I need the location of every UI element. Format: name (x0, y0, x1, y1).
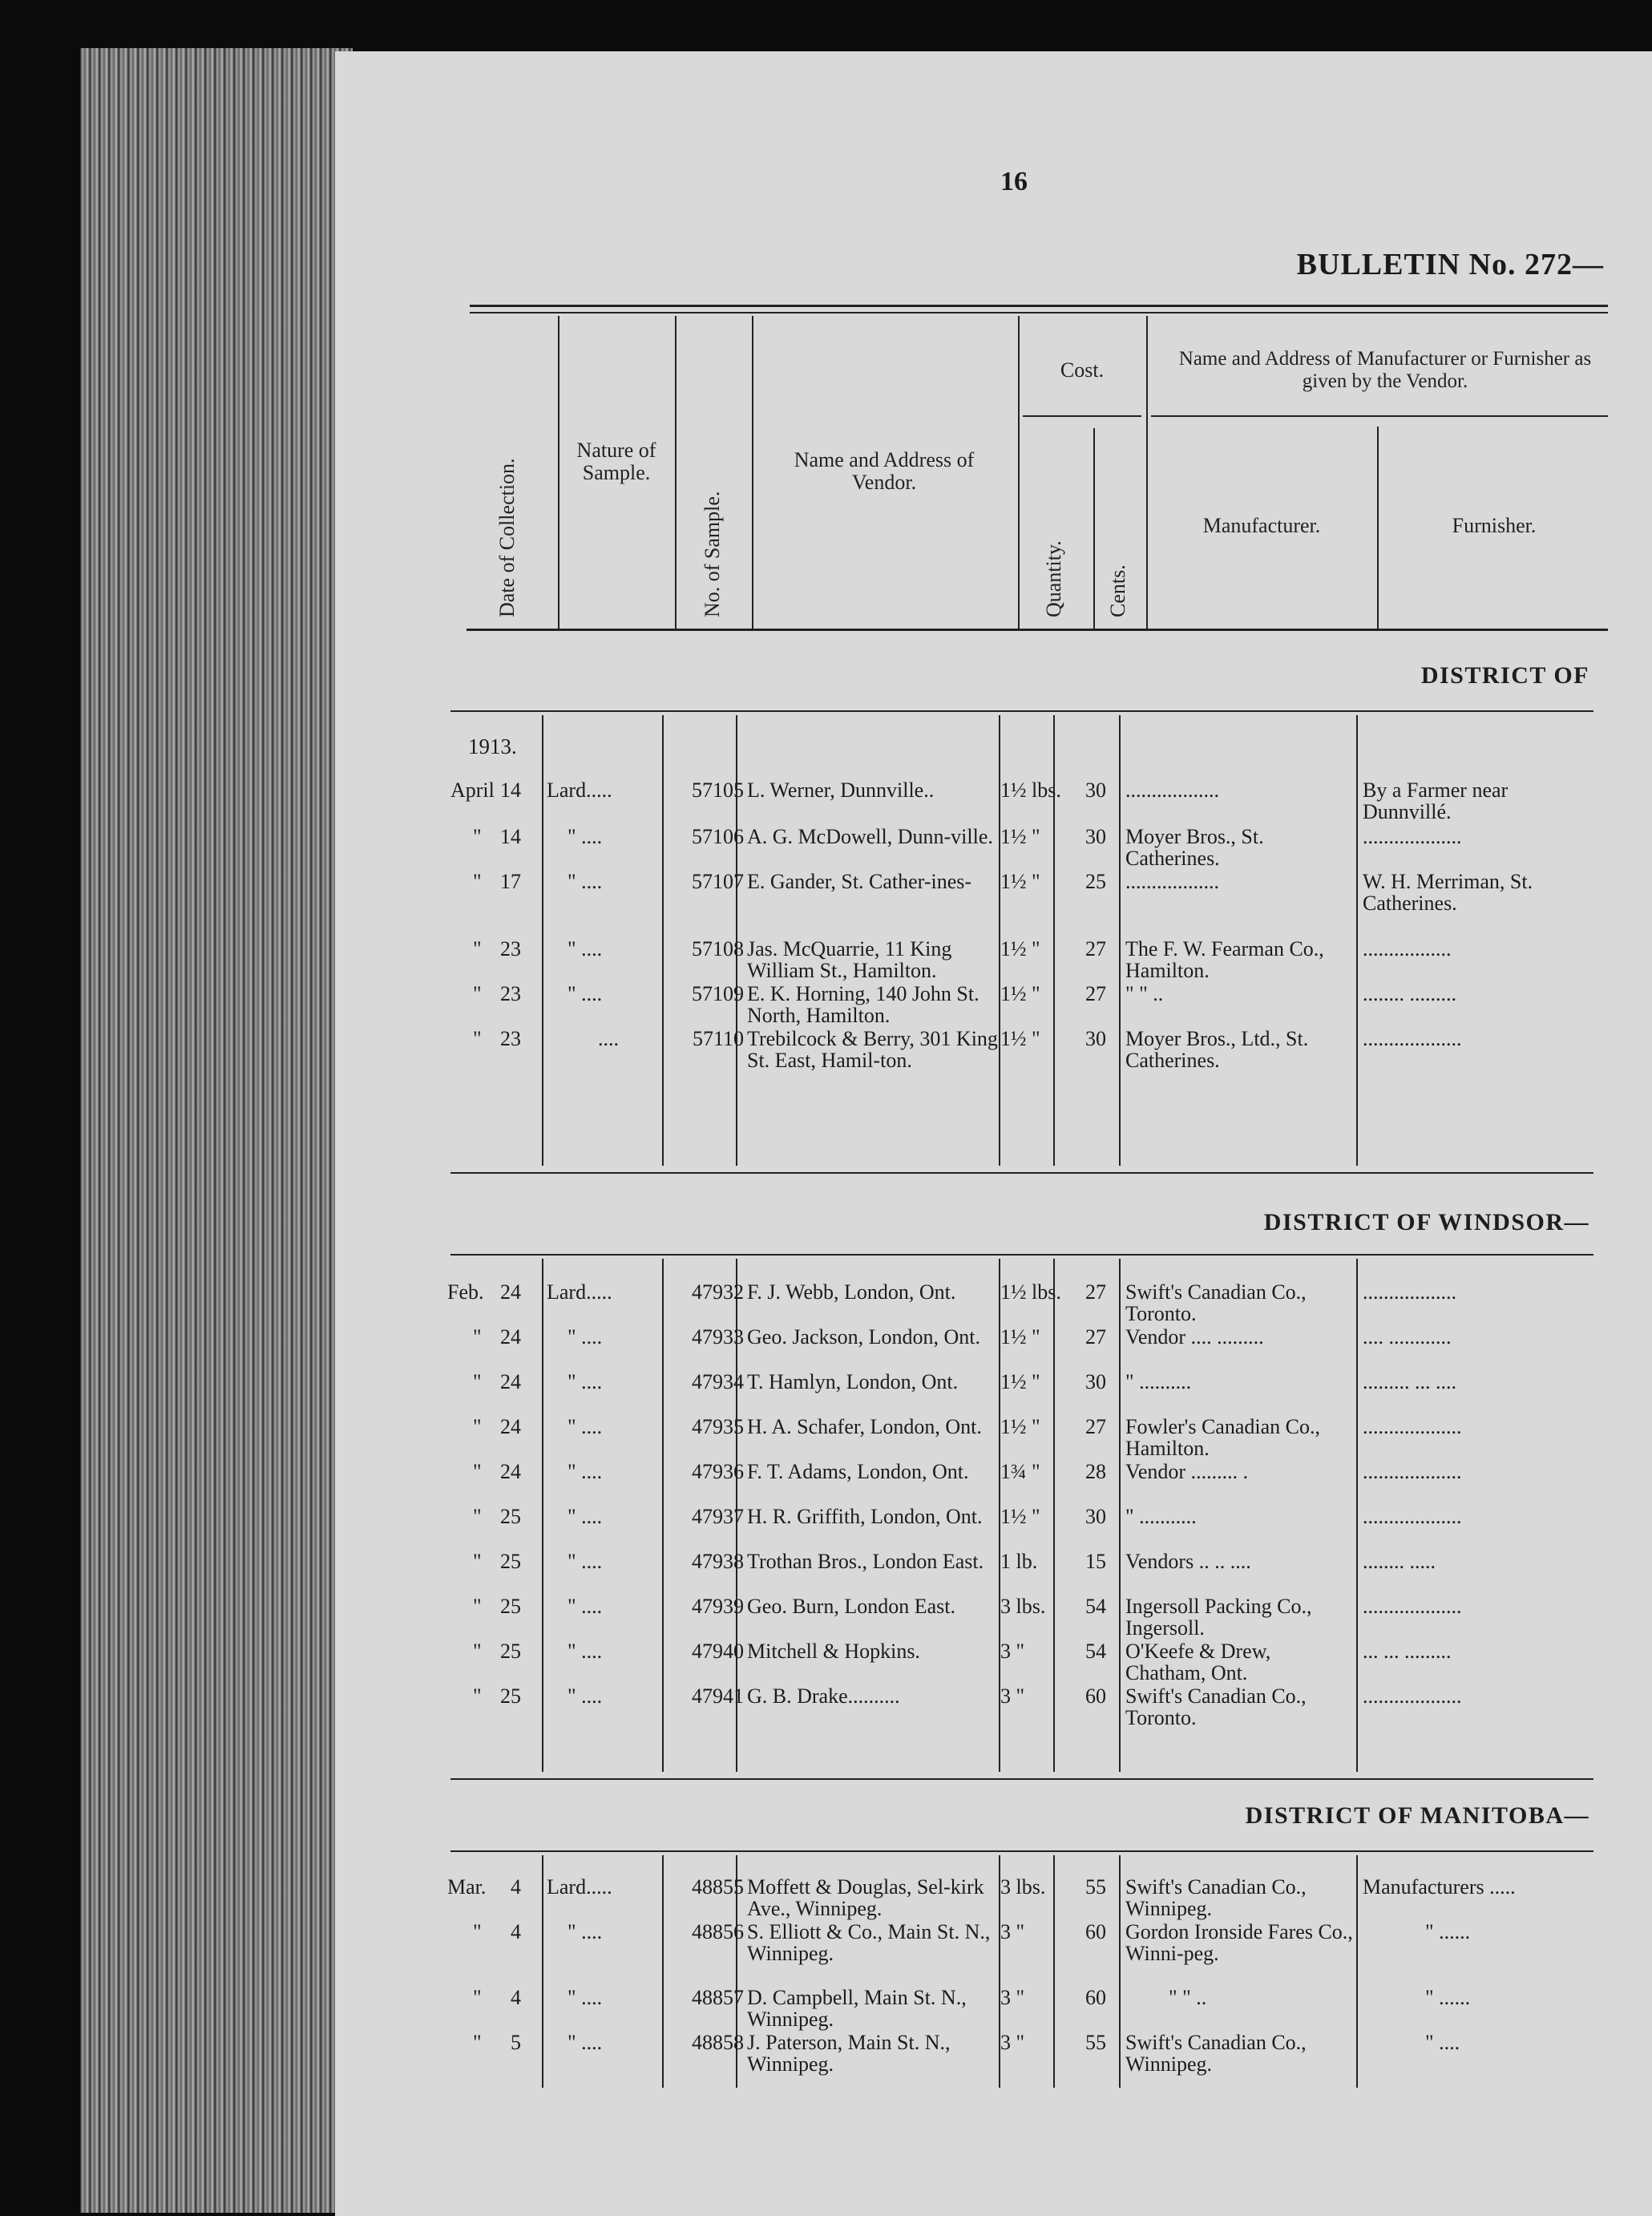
cell-sample-number: 48857 (692, 1986, 744, 2009)
cell-nature: " .... (567, 937, 603, 960)
cell-month: " (473, 2031, 482, 2054)
cell-furnisher: W. H. Merriman, St. Catherines. (1363, 870, 1533, 915)
cell-month: Mar. (447, 1875, 487, 1899)
cell-vendor: Trothan Bros., London East. (747, 1550, 984, 1573)
cell-quantity: 1½ " (1000, 937, 1040, 960)
cell-quantity: 3 " (1000, 1986, 1025, 2009)
cell-day: 25 (500, 1684, 521, 1708)
cell-vendor: Trebilcock & Berry, 301 King St. East, Hamil-ton. (747, 1027, 998, 1072)
cell-quantity: 1½ " (1000, 1370, 1040, 1393)
cell-cents: 28 (1085, 1460, 1106, 1483)
cell-sample-number: 47932 (692, 1280, 744, 1304)
cell-quantity: 1½ " (1000, 870, 1040, 893)
cell-manufacturer: .................. (1125, 870, 1219, 893)
district-heading: DISTRICT OF (1420, 662, 1589, 689)
cell-manufacturer: Moyer Bros., St. Catherines. (1125, 825, 1264, 870)
cell-day: 4 (511, 1986, 521, 2009)
cell-cents: 60 (1085, 1920, 1106, 1943)
cell-nature: " .... (567, 1415, 603, 1438)
header-cents: Cents. (1106, 564, 1129, 617)
cell-nature: " .... (567, 1595, 603, 1618)
cell-manufacturer: Fowler's Canadian Co., Hamilton. (1125, 1415, 1320, 1460)
cell-furnisher: ................... (1363, 1505, 1462, 1528)
cell-nature: " .... (567, 1460, 603, 1483)
cell-manufacturer: " ........... (1125, 1505, 1197, 1528)
cell-sample-number: 47933 (692, 1325, 744, 1349)
cell-quantity: 1½ lbs. (1000, 1280, 1061, 1304)
cell-cents: 60 (1085, 1986, 1106, 2009)
cell-vendor: H. R. Griffith, London, Ont. (747, 1505, 983, 1528)
table-row (335, 1921, 1652, 1966)
cell-month: " (473, 1325, 482, 1349)
cell-manufacturer: The F. W. Fearman Co., Hamilton. (1125, 937, 1324, 982)
cell-vendor: Jas. McQuarrie, 11 King William St., Hamilton. (747, 937, 952, 982)
cell-cents: 55 (1085, 2031, 1106, 2054)
cell-day: 23 (500, 937, 521, 960)
cell-day: 25 (500, 1640, 521, 1663)
cell-sample-number: 47938 (692, 1550, 744, 1573)
cell-nature: " .... (567, 1986, 603, 2009)
cell-month: " (473, 982, 482, 1005)
cell-sample-number: 57105 (692, 778, 744, 802)
cell-cents: 30 (1085, 1505, 1106, 1528)
cell-manufacturer: Ingersoll Packing Co., Ingersoll. (1125, 1595, 1312, 1640)
cell-furnisher: ................... (1363, 1595, 1462, 1618)
cell-manufacturer: Swift's Canadian Co., Toronto. (1125, 1280, 1307, 1325)
cell-nature: " .... (567, 825, 603, 848)
cell-vendor: Moffett & Douglas, Sel-kirk Ave., Winnipeg. (747, 1875, 984, 1920)
cell-day: 14 (500, 825, 521, 848)
cell-sample-number: 57110 (692, 1027, 744, 1050)
cell-nature: " .... (567, 982, 603, 1005)
cell-manufacturer: Vendor ......... . (1125, 1460, 1249, 1483)
cell-sample-number: 57107 (692, 870, 744, 893)
cell-manufacturer: Swift's Canadian Co., Winnipeg. (1125, 1875, 1307, 1920)
cell-cents: 54 (1085, 1640, 1106, 1663)
cell-cents: 27 (1085, 982, 1106, 1005)
cell-nature: " .... (567, 1505, 603, 1528)
header-sample-number: No. of Sample. (701, 491, 724, 617)
header-cost: Cost. (1060, 358, 1105, 382)
book-page-edges (80, 48, 353, 2213)
cell-vendor: H. A. Schafer, London, Ont. (747, 1415, 982, 1438)
cell-quantity: 1¾ " (1000, 1460, 1040, 1483)
cell-vendor: E. Gander, St. Cather-ines- (747, 870, 972, 893)
cell-month: " (473, 1505, 482, 1528)
cell-day: 24 (500, 1460, 521, 1483)
table-row (335, 1987, 1652, 2032)
cell-day: 24 (500, 1325, 521, 1349)
cell-day: 25 (500, 1595, 521, 1618)
cell-day: 23 (500, 982, 521, 1005)
table-row (335, 1028, 1652, 1073)
cell-cents: 60 (1085, 1684, 1106, 1708)
cell-quantity: 1½ " (1000, 1505, 1040, 1528)
cell-sample-number: 47936 (692, 1460, 744, 1483)
header-maker-group: Name and Address of Manufacturer or Furnisher as given by the Vendor. (1178, 348, 1592, 392)
cell-vendor: S. Elliott & Co., Main St. N., Winnipeg. (747, 1920, 991, 1965)
cell-cents: 27 (1085, 1415, 1106, 1438)
cell-vendor: T. Hamlyn, London, Ont. (747, 1370, 959, 1393)
cell-vendor: A. G. McDowell, Dunn-ville. (747, 825, 993, 848)
header-nature: Nature of Sample. (576, 439, 656, 484)
cell-cents: 55 (1085, 1875, 1106, 1899)
cell-day: 24 (500, 1280, 521, 1304)
cell-quantity: 1½ " (1000, 1027, 1040, 1050)
cell-vendor: J. Paterson, Main St. N., Winnipeg. (747, 2031, 951, 2076)
cell-sample-number: 57106 (692, 825, 744, 848)
cell-day: 4 (511, 1875, 521, 1899)
cell-furnisher: ................... (1363, 1460, 1462, 1483)
cell-nature: Lard..... (547, 778, 612, 802)
cell-nature: " .... (567, 1550, 603, 1573)
cell-furnisher: ........ ..... (1363, 1550, 1436, 1573)
table-row (335, 1876, 1652, 1921)
cell-vendor: Geo. Burn, London East. (747, 1595, 955, 1618)
header-date: Date of Collection. (495, 458, 519, 617)
cell-cents: 15 (1085, 1550, 1106, 1573)
header-quantity: Quantity. (1042, 540, 1065, 617)
cell-quantity: 3 " (1000, 2031, 1025, 2054)
cell-vendor: E. K. Horning, 140 John St. North, Hamilton. (747, 982, 979, 1027)
table-row (335, 2032, 1652, 2076)
cell-cents: 25 (1085, 870, 1106, 893)
cell-cents: 30 (1085, 825, 1106, 848)
cell-furnisher: By a Farmer near Dunnvillé. (1363, 778, 1509, 823)
cell-nature: " .... (567, 1325, 603, 1349)
cell-manufacturer: Moyer Bros., Ltd., St. Catherines. (1125, 1027, 1309, 1072)
cell-quantity: 1½ " (1000, 1325, 1040, 1349)
cell-day: 17 (500, 870, 521, 893)
cell-furnisher: .................. (1363, 1280, 1456, 1304)
cell-cents: 54 (1085, 1595, 1106, 1618)
cell-cents: 30 (1085, 1027, 1106, 1050)
table-row (335, 1551, 1652, 1595)
cell-month: " (473, 1370, 482, 1393)
cell-nature: " .... (567, 2031, 603, 2054)
cell-month: " (473, 1550, 482, 1573)
cell-nature: " .... (567, 1684, 603, 1708)
cell-furnisher: ................... (1363, 825, 1462, 848)
cell-day: 4 (511, 1920, 521, 1943)
cell-furnisher: .... ............ (1363, 1325, 1452, 1349)
cell-sample-number: 48855 (692, 1875, 744, 1899)
cell-day: 24 (500, 1370, 521, 1393)
table-row (335, 1461, 1652, 1506)
cell-manufacturer: Gordon Ironside Fares Co., Winni-peg. (1125, 1920, 1353, 1965)
cell-furnisher: ................... (1363, 1415, 1462, 1438)
cell-furnisher: ........ ......... (1363, 982, 1456, 1005)
cell-sample-number: 57109 (692, 982, 744, 1005)
cell-sample-number: 57108 (692, 937, 744, 960)
cell-quantity: 1½ " (1000, 1415, 1040, 1438)
cell-month: " (473, 937, 482, 960)
cell-vendor: L. Werner, Dunnville.. (747, 778, 935, 802)
cell-furnisher: " ...... (1425, 1986, 1471, 2009)
cell-cents: 30 (1085, 1370, 1106, 1393)
cell-cents: 30 (1085, 778, 1106, 802)
district-heading: DISTRICT OF MANITOBA— (1245, 1802, 1589, 1829)
cell-furnisher: " .... (1425, 2031, 1460, 2054)
table-row (335, 871, 1652, 916)
cell-quantity: 3 " (1000, 1920, 1025, 1943)
cell-month: Feb. (447, 1280, 484, 1304)
table-row (335, 826, 1652, 871)
table-row (335, 983, 1652, 1028)
cell-manufacturer: " " .. (1169, 1986, 1207, 2009)
table-row (335, 1685, 1652, 1730)
cell-quantity: 1 lb. (1000, 1550, 1038, 1573)
cell-manufacturer: O'Keefe & Drew, Chatham, Ont. (1125, 1640, 1271, 1684)
cell-manufacturer: " .......... (1125, 1370, 1192, 1393)
table-row (335, 779, 1652, 824)
table-row (335, 1371, 1652, 1416)
cell-vendor: Geo. Jackson, London, Ont. (747, 1325, 981, 1349)
cell-nature: " .... (567, 870, 603, 893)
cell-quantity: 3 " (1000, 1640, 1025, 1663)
cell-nature: .... (598, 1027, 619, 1050)
cell-day: 14 (500, 778, 521, 802)
document-page (335, 51, 1652, 2216)
cell-sample-number: 47940 (692, 1640, 744, 1663)
cell-month: " (473, 1920, 482, 1943)
cell-vendor: F. J. Webb, London, Ont. (747, 1280, 956, 1304)
cell-furnisher: Manufacturers ..... (1363, 1875, 1516, 1899)
cell-quantity: 1½ " (1000, 825, 1040, 848)
cell-month: " (473, 1460, 482, 1483)
cell-furnisher: ................... (1363, 1684, 1462, 1708)
cell-month: April (450, 778, 495, 802)
cell-nature: " .... (567, 1370, 603, 1393)
cell-furnisher: ......... ... .... (1363, 1370, 1456, 1393)
cell-manufacturer: Swift's Canadian Co., Toronto. (1125, 1684, 1307, 1729)
cell-manufacturer: " " .. (1125, 982, 1164, 1005)
cell-manufacturer: Vendors .. .. .... (1125, 1550, 1251, 1573)
cell-month: " (473, 825, 482, 848)
cell-quantity: 3 lbs. (1000, 1875, 1046, 1899)
cell-sample-number: 48858 (692, 2031, 744, 2054)
cell-nature: Lard..... (547, 1280, 612, 1304)
cell-sample-number: 47935 (692, 1415, 744, 1438)
cell-month: " (473, 870, 482, 893)
cell-nature: Lard..... (547, 1875, 612, 1899)
cell-day: 25 (500, 1505, 521, 1528)
cell-furnisher: ... ... ......... (1363, 1640, 1452, 1663)
cell-month: " (473, 1027, 482, 1050)
header-vendor: Name and Address of Vendor. (794, 448, 975, 494)
header-furnisher: Furnisher. (1452, 514, 1537, 537)
cell-nature: " .... (567, 1640, 603, 1663)
table-row (335, 1281, 1652, 1326)
cell-sample-number: 47937 (692, 1505, 744, 1528)
table-row (335, 938, 1652, 983)
cell-manufacturer: Swift's Canadian Co., Winnipeg. (1125, 2031, 1307, 2076)
cell-quantity: 3 lbs. (1000, 1595, 1046, 1618)
cell-quantity: 1½ lbs. (1000, 778, 1061, 802)
page-number: 16 (1000, 167, 1028, 196)
cell-nature: " .... (567, 1920, 603, 1943)
table-row (335, 1416, 1652, 1461)
cell-month: " (473, 1640, 482, 1663)
cell-furnisher: " ...... (1425, 1920, 1471, 1943)
cell-furnisher: ................. (1363, 937, 1452, 960)
cell-day: 24 (500, 1415, 521, 1438)
district-heading: DISTRICT OF WINDSOR— (1263, 1209, 1589, 1235)
cell-month: " (473, 1595, 482, 1618)
cell-quantity: 3 " (1000, 1684, 1025, 1708)
cell-cents: 27 (1085, 1325, 1106, 1349)
cell-day: 25 (500, 1550, 521, 1573)
cell-cents: 27 (1085, 937, 1106, 960)
cell-cents: 27 (1085, 1280, 1106, 1304)
cell-manufacturer: Vendor .... ......... (1125, 1325, 1264, 1349)
cell-month: " (473, 1684, 482, 1708)
cell-day: 23 (500, 1027, 521, 1050)
table-row (335, 1326, 1652, 1371)
cell-vendor: Mitchell & Hopkins. (747, 1640, 920, 1663)
bulletin-title: BULLETIN No. 272— (1296, 248, 1604, 281)
table-row (335, 1506, 1652, 1551)
cell-sample-number: 47934 (692, 1370, 744, 1393)
cell-sample-number: 48856 (692, 1920, 744, 1943)
cell-quantity: 1½ " (1000, 982, 1040, 1005)
table-row (335, 1640, 1652, 1685)
cell-month: " (473, 1986, 482, 2009)
cell-manufacturer: .................. (1125, 778, 1219, 802)
cell-sample-number: 47939 (692, 1595, 744, 1618)
year-label: 1913. (468, 734, 517, 758)
cell-vendor: F. T. Adams, London, Ont. (747, 1460, 969, 1483)
cell-day: 5 (511, 2031, 521, 2054)
table-row (335, 1595, 1652, 1640)
cell-vendor: G. B. Drake.......... (747, 1684, 900, 1708)
cell-month: " (473, 1415, 482, 1438)
cell-furnisher: ................... (1363, 1027, 1462, 1050)
cell-sample-number: 47941 (692, 1684, 744, 1708)
header-manufacturer: Manufacturer. (1202, 514, 1321, 537)
cell-vendor: D. Campbell, Main St. N., Winnipeg. (747, 1986, 967, 2031)
